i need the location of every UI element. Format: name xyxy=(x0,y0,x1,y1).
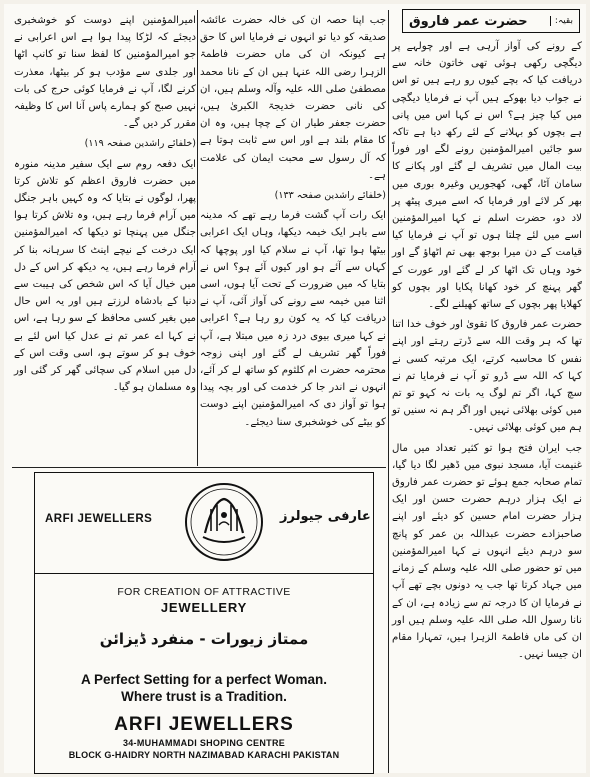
ad-jewellery-line: JEWELLERY xyxy=(160,600,248,615)
paragraph: کے رونے کی آواز آرہی ہے اور چولہے پر دیگچی رکھی ہوئی تھی خاتون خانہ سے دریافت کیا کہ بچے کیوں رو رہے ہیں تو اس نے جواب دیا بھوکے ہیں آپ نے فرمایا دیگچی میں کیا چیز ہے؟ اس نے کہا اس میں پانی ہے بچوں کو بہلانے کے لئے رکھ دیا ہے تاکہ سو جائیں امیرالمؤمنین رونے لگے اور فوراً بیت المال میں تشریف لے گئے اور پکانے کا سامان آٹا، گھی، کھجوریں وغیرہ بوری میں بھر کر لائے اور فرمایا کہ اسے میری پیٹھ پر لاد دو، حضرت اسلم نے کہا امیرالمؤمنین اسے میں لئے چلتا ہوں تو آپ نے فرمایا کیا قیامت کے دن میرا بوجھ بھی تم اٹھاؤ گے اور خود وہاں تک اٹھا کر لے گئے اور عورت کے گھر پہنچ کر خود کھانا پکایا اور بچوں کو کھلایا پھر بچوں کے ساتھ کھیلنے لگے۔ xyxy=(392,41,582,311)
paragraph: امیرالمؤمنین اپنے دوست کو خوشخبری دیجئے کہ لڑکا پیدا ہوا ہے اس اعرابی نے جو امیرالمؤمنین کا لفظ سنا تو کانپ اٹھا اور جلدی سے مؤدب ہو کر بیٹھا، معذرت کرنے لگا، آپ نے فرمایا کوئی حرج کی بات نہیں صبح کو ہمارے پاس آنا اس کا وظیفہ مقرر کر دیں گے۔ xyxy=(14,15,196,130)
column-divider-right xyxy=(388,10,389,773)
magazine-page xyxy=(4,4,586,773)
article-column-middle xyxy=(200,12,386,472)
ad-tagline-1: A Perfect Setting for a perfect Woman. xyxy=(80,672,328,687)
article-title: حضرت عمر فاروق xyxy=(409,13,528,29)
continued-tag: بقیہ: xyxy=(550,16,573,26)
column-divider-left xyxy=(197,10,198,466)
calligraphy-logo-icon xyxy=(183,481,265,563)
logo-english-text: ARFI JEWELLERS xyxy=(45,513,153,525)
ad-address-line-2: BLOCK G-HAIDRY NORTH NAZIMABAD KARACHI PAKISTAN xyxy=(68,750,340,760)
ad-creation-line: FOR CREATION OF ATTRACTIVE xyxy=(117,586,291,598)
paragraph: حضرت عمر فاروق کا تقویٰ اور خوف خدا اتنا تھا کہ ہر وقت اللہ سے ڈرتے رہتے اور اپنے نفس کا محاسبہ کرتے، ایک مرتبہ کسی نے کہا کہ اللہ سے ڈرو تو آپ نے فرمایا تم نے سچ کہا، اگر تم لوگ یہ بات نہ کہو تو تم میں کوئی بھلائی نہیں اور اگر ہم نہ سنیں تو ہم میں کوئی بھلائی نہیں۔ xyxy=(392,319,582,434)
article-column-left xyxy=(14,12,196,472)
ad-address-line-1: 34-MUHAMMADI SHOPING CENTRE xyxy=(122,738,286,748)
article-column-right xyxy=(392,38,582,773)
paragraph: جب ایران فتح ہوا تو کثیر تعداد میں مال غنیمت آیا، مسجد نبوی میں ڈھیر لگا دیا گیا، تمام صحابہ جمع ہوئے تو حضرت عمر فاروق نے ایک ہزار درہم حضرت حسن اور ایک ہزار حضرت امام حسین کو دیئے اور اپنے صاحبزادے حضرت عبداللہ بن عمر کو پانچ سو درہم دیئے انہوں نے کہا امیرالمؤمنین میں تو حضور صلی اللہ علیہ وسلم کے زمانے میں جہاد کرتا تھا جب یہ دونوں بچے تھے آپ نے فرمایا ان کا درجہ تم سے زیادہ ہے، ان کے نانا رسول اللہ صلی اللہ علیہ وسلم ہیں اور ان کی ماں فاطمۃ الزہرا ہیں، تمہارا مقام ان جیسا نہیں۔ xyxy=(392,442,582,661)
reference-note: (خلفائے راشدین صفحہ ۱۳۳) xyxy=(274,190,386,202)
ad-urdu-slogan: ممتاز زیورات - منفرد ڈیزائن xyxy=(99,630,309,648)
logo-urdu-text: عارفی جیولرز xyxy=(280,509,371,524)
article-heading-box xyxy=(402,9,580,33)
ad-logo-area xyxy=(35,479,373,565)
paragraph: جب اپنا حصہ ان کی خالہ حضرت عائشہ صدیقہ کو دیا تو انہوں نے فرمایا اس کا حق ہے کیونکہ ان کی ماں حضرت فاطمۃ الزہرا رضی اللہ عنہا ہیں ان کے نانا محمد مصطفیٰ صلی اللہ علیہ وآلہ وسلم ہیں، ان کی نانی حضرت خدیجۃ الکبریٰ ہیں، حضرت جعفر طیار ان کے چچا ہیں، وہ ان کا مقام بلند ہے اور اس سے ثابت ہوتا ہے کہ آل رسول سے محبت ایمان کی علامت ہے۔ xyxy=(200,15,386,181)
paragraph: ایک رات آپ گشت فرما رہے تھے کہ مدینہ سے باہر ایک خیمہ دیکھا، وہاں ایک اعرابی بیٹھا ہوا تھا، آپ نے سلام کیا اور پوچھا کہ کہاں سے آئے ہو اور کیوں آئے ہو؟ اس نے بتایا کہ میں ضرورت کے تحت آیا ہوں، اسی اثنا میں خیمہ سے رونے کی آواز آئی، آپ نے دریافت کیا کہ یہ کون رو رہا ہے؟ اعرابی نے کہا میری بیوی درد زہ میں مبتلا ہے، آپ فوراً گھر تشریف لے گئے اور اپنی زوجہ محترمہ حضرت ام کلثوم کو ساتھ لے کر آئے، انہوں نے اندر جا کر خدمت کی اور بچہ پیدا ہوا تو آواز دی کہ امیرالمؤمنین اپنے دوست کو بیٹے کی خوشخبری سنا دیجئے۔ xyxy=(200,210,386,428)
ad-tagline-2: Where trust is a Tradition. xyxy=(121,689,287,704)
ad-brand-name: ARFI JEWELLERS xyxy=(114,714,294,735)
ad-divider xyxy=(35,573,373,574)
reference-note: (خلفائے راشدین صفحہ ۱۱۹) xyxy=(84,138,196,150)
paragraph: ایک دفعہ روم سے ایک سفیر مدینہ منورہ میں حضرت فاروق اعظم کو تلاش کرتا پھرا، لوگوں نے بتایا کہ وہ کہیں باہر جنگل میں آرام فرما رہے ہیں، وہ تلاش کرتا ہوا جنگل میں پہنچا تو دیکھا کہ امیرالمؤمنین ایک درخت کے نیچے اینٹ کا سرہانہ بنا کر آرام فرما رہے ہیں، یہ دیکھ کر اس کے دل میں خیال آیا کہ اس شخص کی ہیبت سے دنیا کے بادشاہ لرزتے ہیں اور یہ اس حال میں بغیر کسی محافظ کے سو رہا ہے، اس نے کہا اے عمر تم نے عدل کیا اس لئے بے خوف ہو کر سوتے ہو، اسی وقت اس کے دل میں اسلام کی سچائی گھر کر گئی اور وہ مسلمان ہو گیا۔ xyxy=(14,158,196,394)
jewellers-advertisement xyxy=(34,472,374,774)
